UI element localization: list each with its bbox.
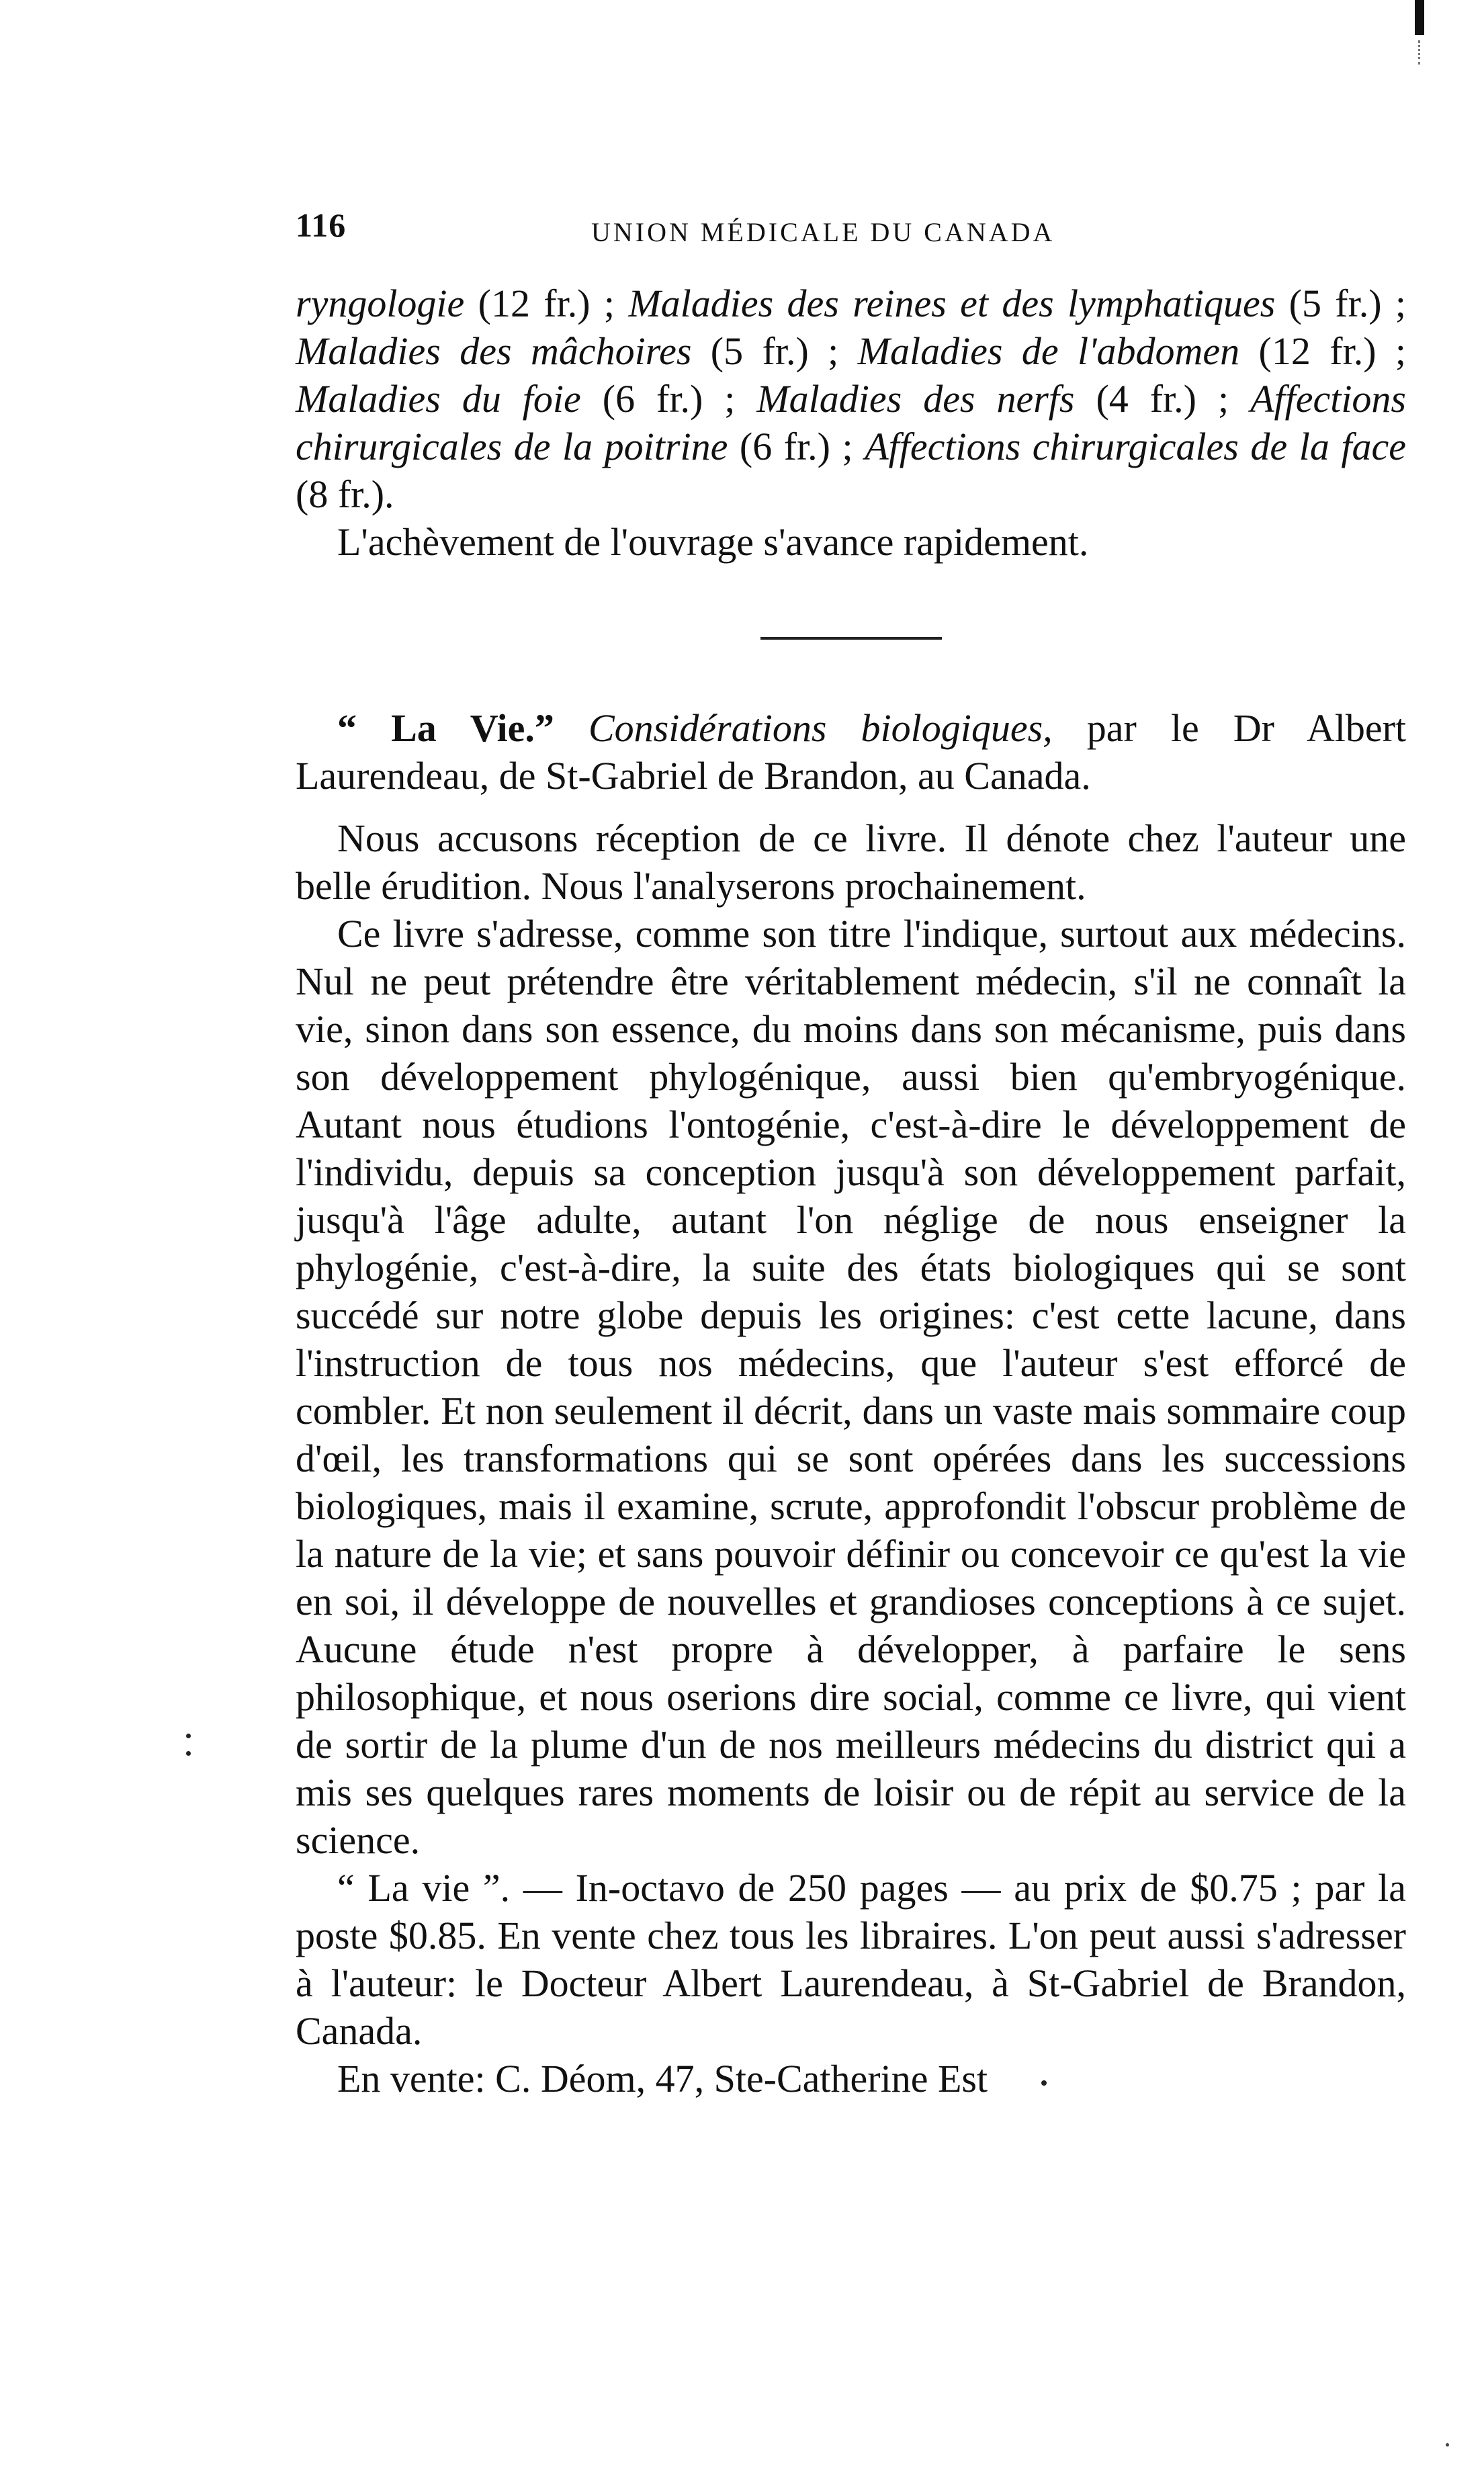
series-title: Maladies de l'abdomen <box>857 329 1240 373</box>
series-title: Maladies des nerfs <box>756 377 1075 421</box>
sale-line: En vente: C. Déom, 47, Ste-Catherine Est <box>337 2057 988 2100</box>
review-paragraph-price: “ La vie ”. — In-octavo de 250 pages — au prix de $0.75 ; par la poste $0.85. En vente chez tous les libraires. L'on peut aussi s'adresser à l'auteur: le Docteur Albert Laurendeau, à St-Gabriel de Brandon, Canada. <box>296 1866 1406 2053</box>
paragraph-book-series-list <box>296 280 1406 518</box>
book-notice-heading <box>296 704 1406 800</box>
series-price: (4 fr.) ; <box>1074 377 1251 421</box>
review-paragraph-1: Nous accusons réception de ce livre. Il dénote chez l'auteur une belle érudition. Nous l'analyserons prochainement. <box>296 816 1406 908</box>
series-title: ryngologie <box>296 282 465 325</box>
series-price: (5 fr.) ; <box>691 329 858 373</box>
series-price: (12 fr.) ; <box>1239 329 1407 373</box>
series-title: Maladies des reines et des lymphatiques <box>628 282 1276 325</box>
running-head: UNION MÉDICALE DU CANADA <box>591 217 1055 247</box>
series-title: Maladies du foie <box>296 377 581 421</box>
page-body <box>296 280 1406 2102</box>
book-subtitle: Considérations biologiques, <box>588 706 1053 750</box>
review-paragraph-sale <box>296 2055 1406 2102</box>
series-price: (6 fr.) ; <box>728 425 865 468</box>
spacer <box>296 800 1406 814</box>
margin-dot <box>186 1751 191 1756</box>
stray-dot <box>1041 2080 1047 2086</box>
series-title: Maladies des mâchoires <box>296 329 692 373</box>
book-author-line: par le Dr Albert Laurendeau, de St-Gabriel de Brandon, au Canada. <box>296 706 1407 798</box>
series-price: (12 fr.) ; <box>464 282 629 325</box>
series-title: Affections chirurgicales de la face <box>865 425 1406 468</box>
section-divider <box>760 637 942 640</box>
page-header <box>296 206 1176 249</box>
review-paragraph-2: Ce livre s'adresse, comme son titre l'indique, surtout aux médecins. Nul ne peut prétendre être véritablement médecin, s'il ne connaît la vie, sinon dans son essence, du moins dans son mécanisme, puis dans son développement phylogénique, aussi bien qu'embryogénique. Autant nous étudions l'ontogénie, c'est-à-dire le développement de l'individu, depuis sa conception jusqu'à son développement parfait, jusqu'à l'âge adulte, autant l'on néglige de nous enseigner la phylogénie, c'est-à-dire, la suite des états biologiques qui se sont succédé sur notre globe depuis les origines: c'est cette lacune, dans l'instruction de tous nos médecins, que l'auteur s'est efforcé de combler. Et non seulement il décrit, dans un vaste mais sommaire coup d'œil, les transformations qui se sont opérées dans les successions biologiques, mais il examine, scrute, approfondit l'obscur problème de la nature de la vie; et sans pouvoir définir ou concevoir ce qu'est la vie en soi, il développe de nouvelles et grandioses conceptions à ce sujet. Aucune étude n'est propre à développer, à parfaire le sens philosophique, et nous oserions dire social, comme ce livre, qui vient de sortir de la plume d'un de nos meilleurs médecins du district qui a mis ses quelques rares moments de loisir ou de répit au service de la science. <box>296 912 1406 1862</box>
scan-corner-dots <box>1418 40 1423 65</box>
scan-corner-mark <box>1415 0 1424 35</box>
series-title: Affections chirurgicales de la poitrine <box>296 377 1407 468</box>
series-price: (5 fr.) ; <box>1275 282 1406 325</box>
book-title: “ La Vie.” <box>337 706 554 750</box>
margin-dot <box>186 1734 191 1738</box>
series-price: (8 fr.). <box>296 472 394 516</box>
series-price: (6 fr.) ; <box>580 377 757 421</box>
paragraph-completion-note: L'achèvement de l'ouvrage s'avance rapidement. <box>337 520 1089 564</box>
page-number: 116 <box>296 206 347 244</box>
scan-corner-dot <box>1446 2443 1449 2447</box>
